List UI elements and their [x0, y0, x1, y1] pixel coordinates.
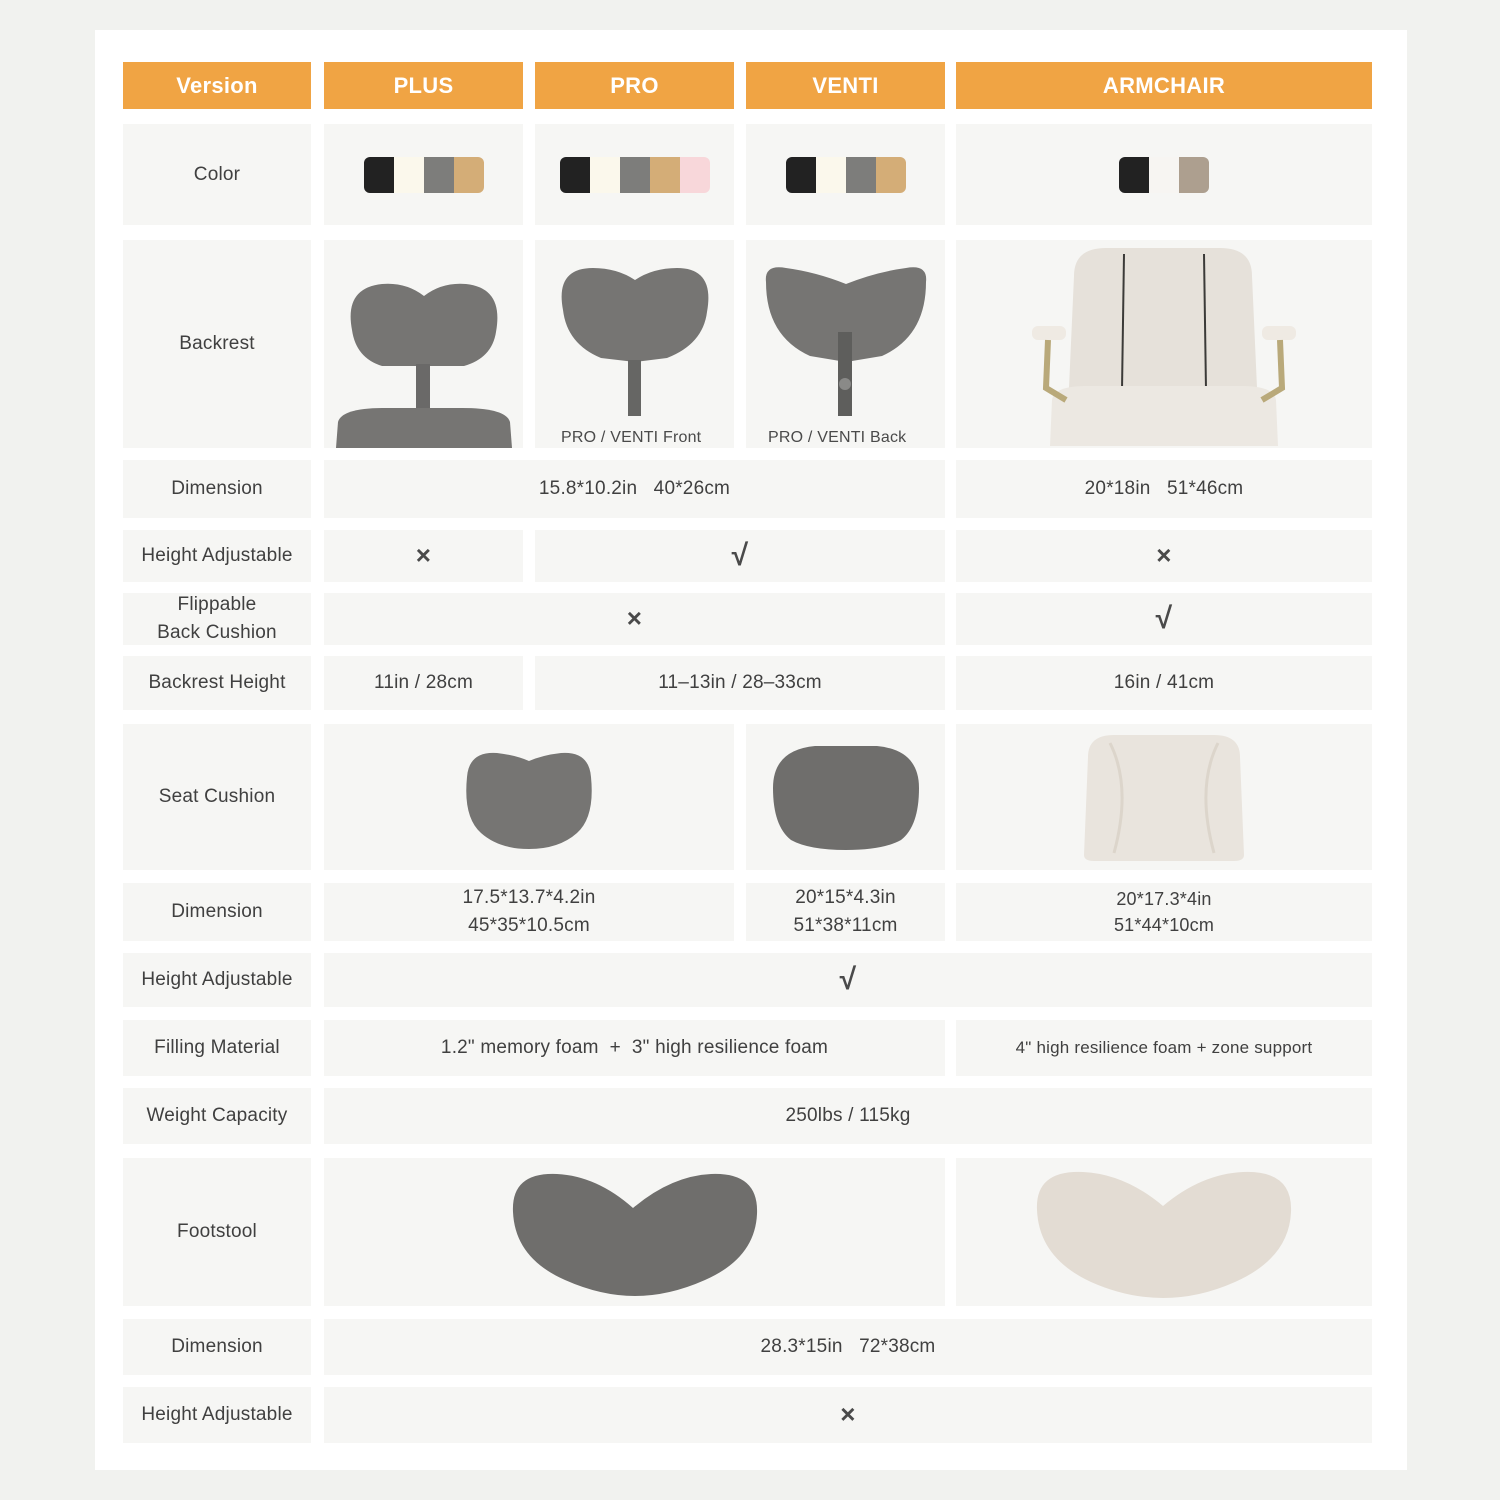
row-label-backrest-height: Backrest Height	[123, 656, 311, 710]
color-swatch	[424, 157, 454, 193]
color-swatches-armchair	[1119, 157, 1209, 193]
color-cell-venti	[746, 124, 945, 225]
flippable-armchair: √	[956, 593, 1372, 645]
color-swatch	[590, 157, 620, 193]
seat-height-adjustable: √	[324, 953, 1372, 1007]
flippable-plus-venti: ×	[324, 593, 945, 645]
backrest-image-venti	[746, 240, 945, 448]
row-label-color: Color	[123, 124, 311, 225]
seat-image-armchair	[956, 724, 1372, 870]
backrest-image-pro	[535, 240, 734, 448]
color-swatch	[816, 157, 846, 193]
color-swatches-venti	[786, 157, 906, 193]
color-cell-armchair	[956, 124, 1372, 225]
color-swatch	[1149, 157, 1179, 193]
seat-dimension-plus-pro: 17.5*13.7*4.2in 45*35*10.5cm	[324, 883, 734, 941]
backrest-height-armchair: 16in / 41cm	[956, 656, 1372, 710]
header-plus: PLUS	[324, 62, 523, 109]
row-label-seat-height-adjustable: Height Adjustable	[123, 953, 311, 1007]
footstool-beige-illustration	[1029, 1162, 1299, 1302]
color-swatches-pro	[560, 157, 710, 193]
row-label-flippable: Flippable Back Cushion	[123, 593, 311, 645]
color-swatch	[680, 157, 710, 193]
color-swatch	[846, 157, 876, 193]
footstool-image-plus-venti	[324, 1158, 945, 1306]
footstool-dimension-value: 28.3*15in 72*38cm	[324, 1319, 1372, 1375]
filling-material-plus-venti: 1.2" memory foam + 3" high resilience foam	[324, 1020, 945, 1076]
backrest-venti-back-illustration	[746, 240, 945, 420]
backrest-image-armchair	[956, 240, 1372, 448]
header-armchair: ARMCHAIR	[956, 62, 1372, 109]
footstool-height-adjustable: ×	[324, 1387, 1372, 1443]
row-label-seat-dimension: Dimension	[123, 883, 311, 941]
comparison-table	[95, 30, 1407, 1470]
backrest-dimension-armchair: 20*18in 51*46cm	[956, 460, 1372, 518]
seat-cushion-plus-pro-illustration	[449, 737, 609, 857]
color-swatch	[394, 157, 424, 193]
filling-material-armchair: 4" high resilience foam + zone support	[956, 1020, 1372, 1076]
row-label-filling-material: Filling Material	[123, 1020, 311, 1076]
backrest-height-adjustable-plus: ×	[324, 530, 523, 582]
row-label-backrest: Backrest	[123, 240, 311, 448]
backrest-plus-illustration	[324, 240, 523, 448]
seat-cushion-armchair-illustration	[1074, 727, 1254, 867]
backrest-height-pro-venti: 11–13in / 28–33cm	[535, 656, 945, 710]
color-swatch	[364, 157, 394, 193]
row-label-weight-capacity: Weight Capacity	[123, 1088, 311, 1144]
color-swatch	[620, 157, 650, 193]
row-label-footstool-height-adjustable: Height Adjustable	[123, 1387, 311, 1443]
header-version: Version	[123, 62, 311, 109]
backrest-height-plus: 11in / 28cm	[324, 656, 523, 710]
color-swatch	[786, 157, 816, 193]
seat-image-venti	[746, 724, 945, 870]
color-swatch	[650, 157, 680, 193]
color-swatches-plus	[364, 157, 484, 193]
row-label-footstool-dimension: Dimension	[123, 1319, 311, 1375]
color-swatch	[876, 157, 906, 193]
seat-dimension-armchair: 20*17.3*4in 51*44*10cm	[956, 883, 1372, 941]
color-cell-pro	[535, 124, 734, 225]
backrest-armchair-illustration	[956, 240, 1372, 448]
seat-image-plus-pro	[324, 724, 734, 870]
weight-capacity-value: 250lbs / 115kg	[324, 1088, 1372, 1144]
color-swatch	[454, 157, 484, 193]
color-cell-plus	[324, 124, 523, 225]
color-swatch	[1119, 157, 1149, 193]
row-label-backrest-height-adjustable: Height Adjustable	[123, 530, 311, 582]
backrest-image-plus	[324, 240, 523, 448]
row-label-seat-cushion: Seat Cushion	[123, 724, 311, 870]
backrest-height-adjustable-pro-venti: √	[535, 530, 945, 582]
backrest-height-adjustable-armchair: ×	[956, 530, 1372, 582]
backrest-dimension-plus-venti: 15.8*10.2in 40*26cm	[324, 460, 945, 518]
seat-cushion-venti-illustration	[761, 732, 931, 862]
color-swatch	[560, 157, 590, 193]
seat-dimension-venti: 20*15*4.3in 51*38*11cm	[746, 883, 945, 941]
color-swatch	[1179, 157, 1209, 193]
row-label-backrest-dimension: Dimension	[123, 460, 311, 518]
footstool-grey-illustration	[505, 1162, 765, 1302]
header-pro: PRO	[535, 62, 734, 109]
footstool-image-armchair	[956, 1158, 1372, 1306]
backrest-venti-caption: PRO / VENTI Back	[768, 429, 907, 446]
row-label-footstool: Footstool	[123, 1158, 311, 1306]
backrest-pro-front-illustration	[535, 240, 734, 420]
backrest-pro-caption: PRO / VENTI Front	[561, 429, 702, 446]
header-venti: VENTI	[746, 62, 945, 109]
